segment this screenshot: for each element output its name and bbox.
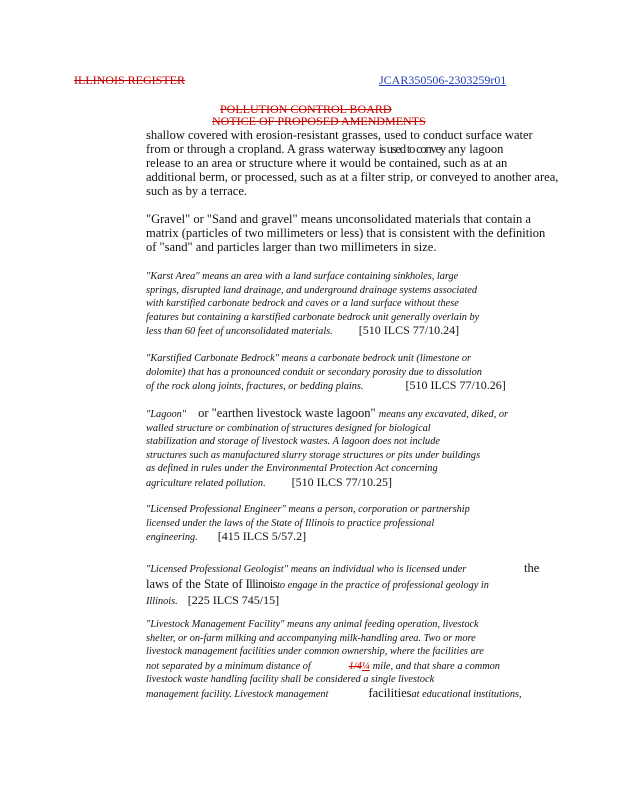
citation: [510 ILCS 77/10.24] [358, 323, 460, 337]
text-line: livestock waste handling facility shall be considered a single livestock [146, 674, 435, 685]
text-fragment: means any excavated, diked, or [378, 409, 508, 420]
text-fragment: management facility. Livestock management [146, 688, 329, 700]
text-line: release to an area or structure where it would be contained, such as at an [146, 156, 508, 170]
text-line [146, 184, 566, 198]
text-line [146, 324, 566, 339]
text-line: springs, disrupted land drainage, and underground drainage systems associated [146, 284, 478, 296]
text-line: "Karstified Carbonate Bedrock" means a carbonate bedrock unit (limestone or [146, 353, 472, 364]
text-line [146, 407, 566, 422]
text-line: "Gravel" or "Sand and gravel" means unconsolidated materials that contain a [146, 212, 531, 226]
citation: [225 ILCS 745/15] [187, 593, 280, 607]
text-fragment: from or through a cropland. A grass waterway [146, 142, 376, 156]
karstified-bedrock-definition [146, 352, 566, 394]
text-fragment: at educational institutions, [411, 688, 522, 700]
text-fragment: or "earthen livestock waste lagoon" [198, 406, 376, 420]
gravel-definition [146, 212, 566, 254]
text-line: "Karst Area" means an area with a land surface containing sinkholes, large [146, 271, 459, 282]
text-line: shallow covered with erosion-resistant grasses, used to conduct surface water [146, 128, 533, 142]
grass-waterway-paragraph [146, 128, 566, 198]
text-line [146, 379, 566, 394]
text-line: matrix (particles of two millimeters or less) that is consistent with the definition [146, 226, 546, 240]
board-title: POLLUTION CONTROL BOARD [220, 102, 392, 116]
text-line [146, 687, 566, 702]
text-fragment: Illinois [245, 577, 278, 591]
text-fragment: to [480, 170, 491, 184]
text-line: structures such as manufactured slurry storage structures or pits under buildings [146, 449, 481, 461]
text-line: dolomite) that has a pronounced conduit or secondary porosity due to dissolution [146, 366, 482, 378]
text-line: of "sand" and particles larger than two millimeters in size. [146, 240, 437, 254]
text-fragment: mile, and that share a common [372, 660, 500, 672]
jcar-code: JCAR350506-2303259r01 [379, 73, 507, 87]
text-line: licensed under the laws of the State of Illinois to practice professional [146, 517, 435, 529]
text-line: with karstified carbonate bedrock and caves or a land surface without these [146, 298, 459, 309]
text-line: "Livestock Management Facility" means any animal feeding operation, livestock [146, 619, 479, 630]
text-fragment: not separated by a minimum distance of [146, 660, 311, 672]
text-line: livestock management facilities under common ownership, where the facilities are [146, 646, 484, 657]
text-fragment: engineering. [146, 532, 198, 543]
text-fragment: such as by [146, 184, 199, 198]
text-line [146, 476, 566, 491]
text-fragment: laws of the State of [146, 577, 243, 591]
register-title: ILLINOIS REGISTER [74, 73, 185, 87]
text-fragment: to engage in the practice of professional geology in [277, 580, 489, 591]
text-fragment: Illinois. [146, 596, 178, 607]
text-fragment: agriculture related pollution. [146, 477, 266, 489]
text-fragment: lagoon [469, 142, 504, 156]
deleted-fraction: 1/4 [348, 660, 362, 672]
text-fragment: facilities [368, 685, 412, 700]
text-line [146, 561, 566, 577]
text-line [146, 530, 566, 545]
text-line [146, 659, 566, 674]
text-line: features but containing a karstified carbonate bedrock unit generally overlain by [146, 311, 480, 323]
inserted-fraction: ¼ [361, 660, 370, 672]
text-line [146, 142, 566, 156]
engineer-definition [146, 503, 566, 545]
text-fragment: additional berm, or processed, such as at a filter strip, or conveyed [146, 170, 478, 184]
citation: [415 ILCS 5/57.2] [217, 529, 307, 543]
citation: [510 ILCS 77/10.26] [405, 378, 506, 392]
text-line: stabilization and storage of livestock wastes. A lagoon does not include [146, 436, 440, 447]
citation: [510 ILCS 77/10.25] [291, 474, 392, 489]
text-line: walled structure or combination of structures designed for biological [146, 422, 431, 434]
text-line: shelter, or on-farm milking and accompanying milk-handling area. Two or more [146, 632, 476, 644]
text-fragment: "Lagoon" [146, 409, 187, 420]
text-line: "Licensed Professional Engineer" means a person, corporation or partnership [146, 504, 470, 515]
lagoon-definition [146, 407, 566, 490]
notice-title: NOTICE OF PROPOSED AMENDMENTS [212, 114, 426, 128]
text-line [146, 170, 566, 184]
livestock-facility-definition [146, 618, 566, 701]
text-line [146, 577, 566, 593]
text-line: as defined in rules under the Environmental Protection Act concerning [146, 463, 438, 474]
karst-area-definition [146, 270, 566, 339]
text-fragment: of the rock along joints, fractures, or bedding plains. [146, 381, 364, 392]
text-line [146, 593, 566, 609]
text-fragment: another area, [493, 170, 559, 184]
text-fragment: any [448, 142, 467, 156]
text-fragment: is used to convey [378, 142, 445, 156]
text-fragment: "Licensed Professional Geologist" means an individual who is licensed under [146, 564, 467, 575]
text-fragment: the [524, 561, 540, 575]
text-fragment: a terrace. [201, 184, 247, 198]
text-fragment: less than 60 feet of unconsolidated materials. [146, 326, 333, 337]
geologist-definition [146, 561, 566, 609]
